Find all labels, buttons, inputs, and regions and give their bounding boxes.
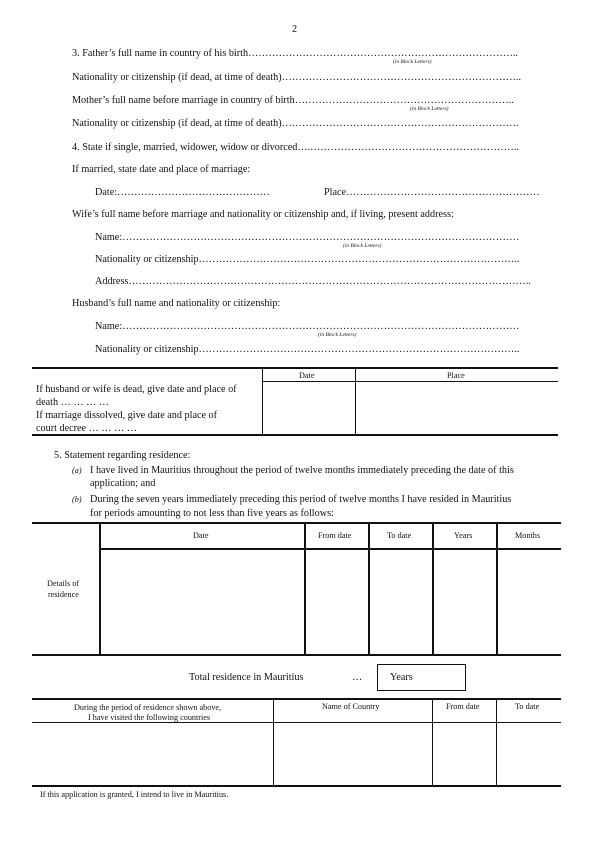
- mother-name-line: Mother’s full name before marriage in country of birth………………………………………………………..: [72, 95, 514, 106]
- husband-heading: Husband’s full name and nationality or citizenship:: [72, 298, 281, 309]
- total-years-box[interactable]: [377, 664, 466, 691]
- wife-nationality-line: Nationality or citizenship…………………………………………………………………………………..: [95, 254, 520, 265]
- husband-nationality-line: Nationality or citizenship…………………………………………………………………………………..: [95, 344, 520, 355]
- residence-table-top-rule: [32, 522, 561, 524]
- residence-heading: 5. Statement regarding residence:: [54, 450, 191, 461]
- residence-table-header-rule: [99, 548, 561, 550]
- wife-block-letters-note: (in Block Letters): [343, 243, 382, 249]
- wife-name-line: Name:………………………………………………………………………………………………………: [95, 232, 520, 243]
- visits-header-to-date: To date: [515, 702, 540, 711]
- page-number: 2: [292, 24, 298, 35]
- marriage-place-line: Place…………………………………………………: [324, 187, 540, 198]
- father-name-line: 3. Father’s full name in country of his birth……………………………………………………………………..: [72, 48, 519, 59]
- husband-block-letters-note: (in Block Letters): [318, 332, 357, 338]
- total-years-label: Years: [390, 672, 413, 683]
- spouse-dead-line-2: death … … … …: [36, 397, 109, 408]
- marriage-table-divider-1: [262, 367, 263, 435]
- marriage-table-header-rule: [262, 381, 558, 382]
- clause-a-label: (a): [72, 466, 82, 475]
- residence-header-from-date: From date: [318, 531, 352, 540]
- residence-header-years: Years: [454, 531, 473, 540]
- marriage-dissolved-line-1: If marriage dissolved, give date and place of: [36, 410, 218, 421]
- marital-status-line: 4. State if single, married, widower, widow or divorced….……………………………………………………..: [72, 142, 519, 153]
- father-nationality-line: Nationality or citizenship (if dead, at time of death)……………………………………………………………..: [72, 72, 522, 83]
- residence-row-label-2: residence: [48, 590, 79, 599]
- marriage-table-date-header: Date: [299, 371, 315, 380]
- visits-table-divider-1: [273, 698, 274, 786]
- residence-table-bottom-rule: [32, 654, 561, 656]
- visits-table-divider-3: [496, 698, 497, 786]
- visits-header-country: Name of Country: [322, 702, 380, 711]
- residence-table-divider-5: [496, 522, 498, 656]
- residence-table-divider-1: [99, 522, 101, 656]
- visits-description-line-1: During the period of residence shown above,: [74, 703, 222, 712]
- clause-b-label: (b): [72, 495, 82, 504]
- residence-row-label-1: Details of: [47, 579, 80, 588]
- father-block-letters-note: (in Block Letters): [393, 59, 432, 65]
- clause-b-line-1: During the seven years immediately preceding this period of twelve months I have resided in Mauritius: [90, 494, 512, 505]
- visits-table-header-rule: [32, 722, 561, 723]
- marriage-heading: If married, state date and place of marriage:: [72, 164, 251, 175]
- mother-block-letters-note: (in Block Letters): [410, 106, 449, 112]
- wife-heading: Wife’s full name before marriage and nationality or citizenship and, if living, present address:: [72, 209, 454, 220]
- marriage-date-line: Date:………………………………………: [95, 187, 270, 198]
- visits-table-top-rule: [32, 698, 561, 700]
- residence-table-divider-3: [368, 522, 370, 656]
- marriage-table-place-header: Place: [447, 371, 465, 380]
- total-residence-dots: …: [352, 672, 363, 683]
- marriage-dissolved-line-2: court decree … … … …: [36, 423, 137, 434]
- visits-table-divider-2: [432, 698, 433, 786]
- visits-header-from-date: From date: [446, 702, 480, 711]
- clause-a-line-2: application; and: [90, 478, 156, 489]
- clause-b-line-2: for periods amounting to not less than five years as follows:: [90, 508, 334, 519]
- residence-header-date: Date: [193, 531, 209, 540]
- marriage-table-bottom-rule: [32, 434, 558, 436]
- marriage-table-divider-2: [355, 367, 356, 435]
- marriage-table-top-rule: [32, 367, 558, 369]
- residence-table-divider-2: [304, 522, 306, 656]
- mother-nationality-line: Nationality or citizenship (if dead, at time of death)…………………………………………………………….: [72, 118, 519, 129]
- wife-address-line: Address………………………………………………………………………………………………………..: [95, 276, 531, 287]
- spouse-dead-line-1: If husband or wife is dead, give date and place of: [36, 384, 237, 395]
- residence-header-to-date: To date: [387, 531, 412, 540]
- clause-a-line-1: I have lived in Mauritius throughout the period of twelve months immediately preceding the date of this: [90, 465, 514, 476]
- closing-statement: If this application is granted, I intend to live in Mauritius.: [40, 790, 229, 799]
- residence-table-divider-4: [432, 522, 434, 656]
- visits-description-line-2: I have visited the following countries: [88, 713, 211, 722]
- total-residence-label: Total residence in Mauritius: [189, 672, 304, 683]
- visits-table-bottom-rule: [32, 785, 561, 787]
- residence-header-months: Months: [515, 531, 541, 540]
- husband-name-line: Name:………………………………………………………………………………………………………: [95, 321, 520, 332]
